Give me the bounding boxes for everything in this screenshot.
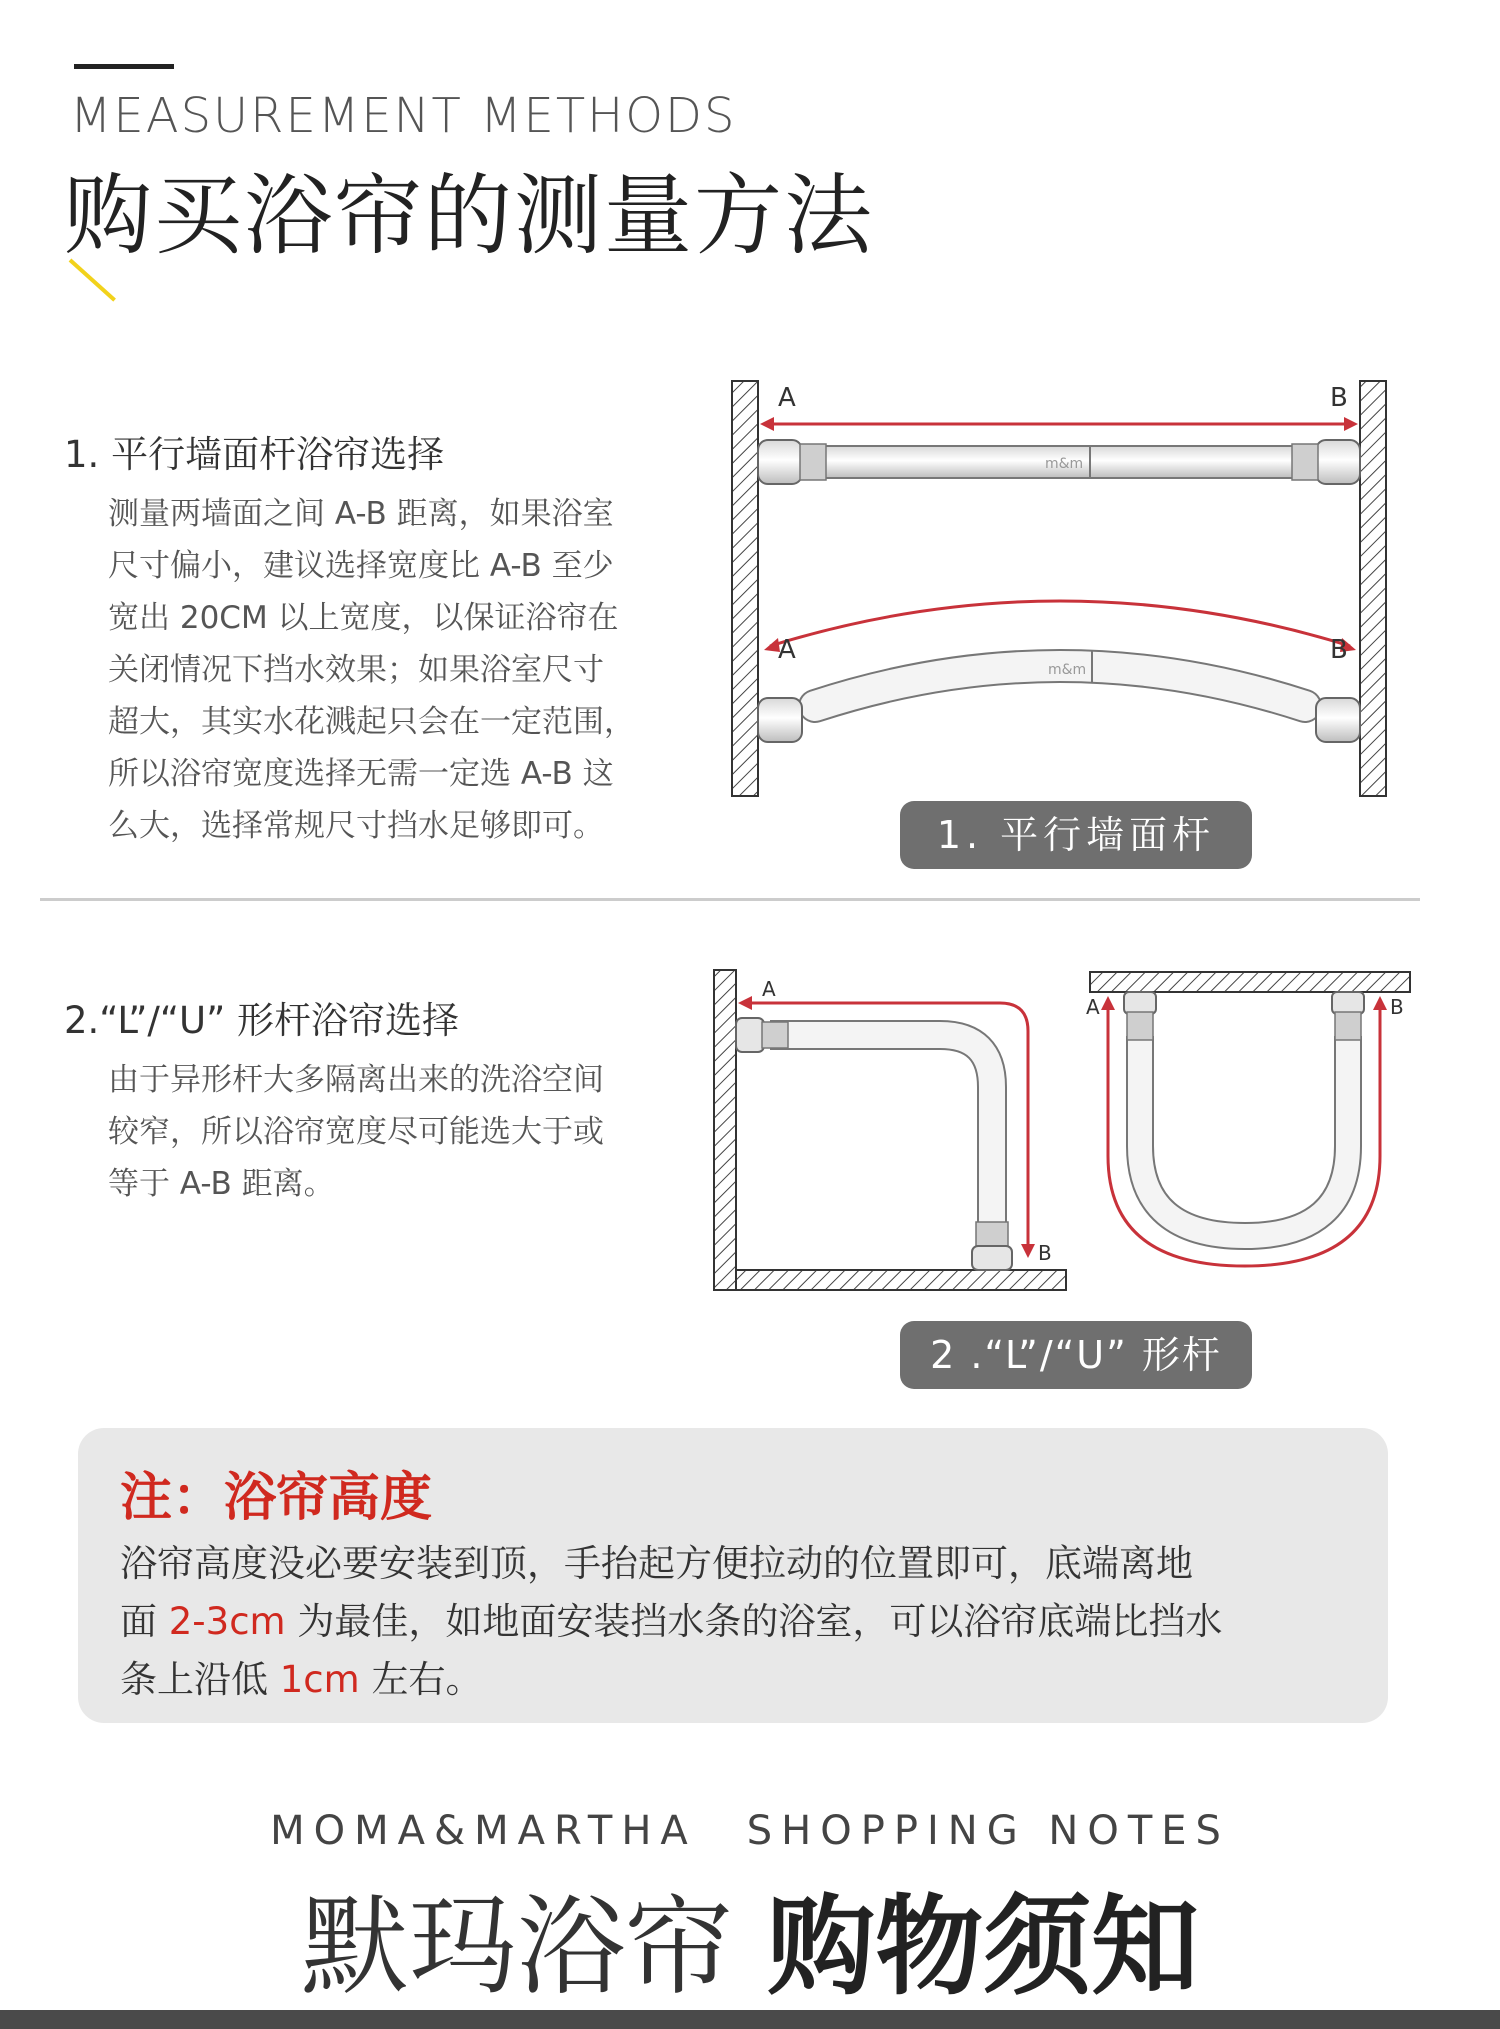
u-ceiling-wall bbox=[1090, 972, 1410, 992]
brand-subtitle: SHOPPING NOTES bbox=[746, 1808, 1230, 1854]
section2-badge: 2 .“L”/“U” 形杆 bbox=[900, 1321, 1252, 1389]
section1-line: 么大，选择常规尺寸挡水足够即可。 bbox=[108, 808, 604, 844]
section1-badge: 1. 平行墙面杆 bbox=[900, 801, 1252, 869]
section2-line: 等于 A-B 距离。 bbox=[108, 1166, 335, 1202]
l-left-wall bbox=[714, 970, 736, 1290]
note-line bbox=[120, 1593, 1370, 1651]
label-b: B bbox=[1390, 995, 1404, 1019]
header-accent-bar bbox=[74, 64, 174, 69]
section1-line: 超大，其实水花溅起只会在一定范围， bbox=[108, 704, 635, 740]
section1-line: 关闭情况下挡水效果；如果浴室尺寸 bbox=[108, 652, 604, 688]
label-b: B bbox=[1330, 383, 1348, 413]
label-a: A bbox=[778, 635, 796, 665]
footer-bar bbox=[0, 2010, 1500, 2029]
brand-line bbox=[0, 1808, 1500, 1854]
shopping-notes-title-bold: 购物须知 bbox=[767, 1885, 1200, 2010]
english-title: MEASUREMENT METHODS bbox=[70, 88, 737, 144]
section1-line: 宽出 20CM 以上宽度，以保证浴帘在 bbox=[108, 600, 619, 636]
brand-name: MOMA&MARTHA bbox=[270, 1808, 697, 1854]
straight-measure-arrow bbox=[760, 417, 1358, 431]
section-divider bbox=[40, 898, 1420, 901]
section2-line: 较窄，所以浴帘宽度尽可能选大于或 bbox=[108, 1114, 604, 1150]
parallel-rod-diagram bbox=[720, 376, 1410, 806]
label-b: B bbox=[1038, 1241, 1052, 1265]
page-title: 购买浴帘的测量方法 bbox=[64, 164, 875, 267]
label-a: A bbox=[1086, 995, 1100, 1019]
shopping-notes-title-thin: 默玛浴帘 bbox=[300, 1885, 733, 2010]
note-text: 条上沿低 bbox=[120, 1658, 280, 1701]
l-rod bbox=[736, 1018, 1012, 1270]
l-rod-diagram bbox=[710, 966, 1070, 1296]
note-highlight-value: 1cm bbox=[279, 1658, 360, 1701]
section1-line: 尺寸偏小，建议选择宽度比 A-B 至少 bbox=[108, 548, 614, 584]
section1-body bbox=[108, 488, 635, 852]
note-text: 为最佳，如地面安装挡水条的浴室，可以浴帘底端比挡水 bbox=[285, 1600, 1223, 1643]
right-wall bbox=[1360, 381, 1386, 796]
note-line: 浴帘高度没必要安装到顶，手抬起方便拉动的位置即可，底端离地 bbox=[120, 1542, 1193, 1585]
u-rod bbox=[1124, 992, 1364, 1236]
left-wall bbox=[732, 381, 758, 796]
section1-line: 所以浴帘宽度选择无需一定选 A-B 这 bbox=[108, 756, 614, 792]
section1-heading: 1. 平行墙面杆浴帘选择 bbox=[64, 433, 445, 476]
section1-line: 测量两墙面之间 A-B 距离，如果浴室 bbox=[108, 496, 614, 532]
label-a: A bbox=[762, 977, 776, 1001]
u-rod-diagram bbox=[1080, 966, 1420, 1296]
label-a: A bbox=[778, 383, 796, 413]
section2-line: 由于异形杆大多隔离出来的洗浴空间 bbox=[108, 1062, 604, 1098]
note-title: 注：浴帘高度 bbox=[120, 1468, 433, 1528]
label-b: B bbox=[1330, 635, 1348, 665]
note-line bbox=[120, 1651, 1370, 1709]
section2-heading: 2.“L”/“U” 形杆浴帘选择 bbox=[64, 999, 460, 1042]
section2-body bbox=[108, 1054, 604, 1210]
note-highlight-value: 2-3cm bbox=[168, 1600, 286, 1643]
shopping-notes-title bbox=[0, 1860, 1500, 2015]
curved-measure-arrow bbox=[764, 601, 1356, 652]
l-floor-wall bbox=[736, 1270, 1066, 1290]
note-body bbox=[120, 1535, 1370, 1709]
note-text: 左右。 bbox=[359, 1658, 483, 1701]
rod-logo: m&m bbox=[1045, 456, 1084, 472]
rod-logo: m&m bbox=[1048, 662, 1087, 678]
note-text: 面 bbox=[120, 1600, 169, 1643]
